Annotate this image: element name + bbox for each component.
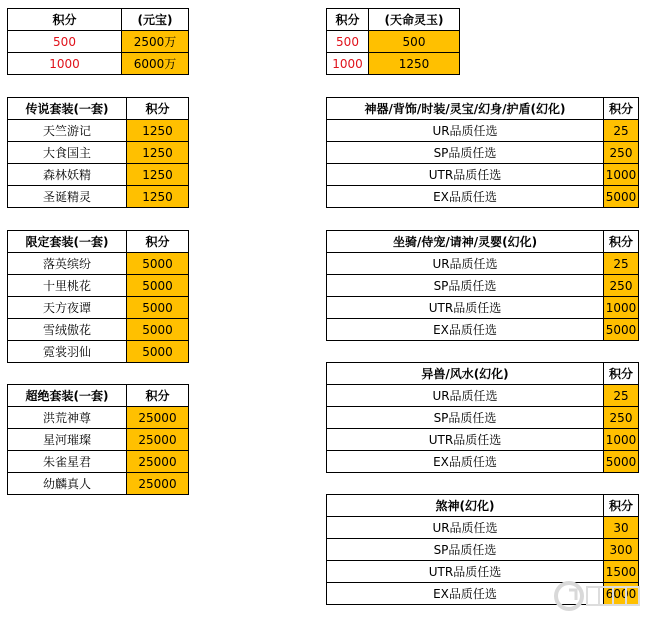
quality-cell: SP品质任选	[327, 407, 604, 429]
header-category: 神器/背饰/时装/灵宝/幻身/护盾(幻化)	[327, 98, 604, 120]
outfit-name-cell: 幼麟真人	[8, 473, 127, 495]
points-cell: 1000	[8, 53, 122, 75]
outfit-name-cell: 朱雀星君	[8, 451, 127, 473]
table-row	[327, 429, 639, 451]
watermark-g-icon	[553, 578, 645, 614]
table-row	[8, 473, 189, 495]
header-category: 坐骑/侍宠/请神/灵婴(幻化)	[327, 231, 604, 253]
value-cell: 2500万	[122, 31, 189, 53]
quality-cell: UR品质任选	[327, 385, 604, 407]
header-category: 异兽/风水(幻化)	[327, 363, 604, 385]
header-outfit: 限定套装(一套)	[8, 231, 127, 253]
points-cell: 5000	[127, 319, 189, 341]
outfit-name-cell: 大食国主	[8, 142, 127, 164]
table-header-row	[327, 363, 639, 385]
points-cell: 1250	[127, 186, 189, 208]
points-cell: 1000	[327, 53, 369, 75]
outfit-name-cell: 雪绒傲花	[8, 319, 127, 341]
table-row	[327, 451, 639, 473]
points-cell: 25	[604, 253, 639, 275]
header-points: 积分	[327, 9, 369, 31]
outfit-name-cell: 霓裳羽仙	[8, 341, 127, 363]
header-points: 积分	[8, 9, 122, 31]
outfit-name-cell: 天方夜谭	[8, 297, 127, 319]
points-cell: 1500	[604, 561, 639, 583]
table-header-row	[8, 231, 189, 253]
points-cell: 500	[8, 31, 122, 53]
table-header-row	[327, 9, 460, 31]
header-points: 积分	[604, 98, 639, 120]
points-cell: 1000	[604, 164, 639, 186]
points-cell: 25000	[127, 407, 189, 429]
header-outfit: 传说套装(一套)	[8, 98, 127, 120]
value-cell: 1250	[369, 53, 460, 75]
points-cell: 5000	[127, 297, 189, 319]
points-cell: 6000	[604, 583, 639, 605]
points-cell: 5000	[604, 186, 639, 208]
points-cell: 1250	[127, 164, 189, 186]
supreme-outfit-table	[7, 384, 189, 495]
table-row	[327, 53, 460, 75]
points-cell: 25000	[127, 429, 189, 451]
table-row	[327, 31, 460, 53]
quality-cell: EX品质任选	[327, 186, 604, 208]
table-row	[327, 517, 639, 539]
points-cell: 25000	[127, 473, 189, 495]
quality-cell: UTR品质任选	[327, 429, 604, 451]
quality-cell: UR品质任选	[327, 253, 604, 275]
header-category: 煞神(幻化)	[327, 495, 604, 517]
points-cell: 1000	[604, 297, 639, 319]
quality-cell: EX品质任选	[327, 451, 604, 473]
outfit-name-cell: 森林妖精	[8, 164, 127, 186]
outfit-name-cell: 十里桃花	[8, 275, 127, 297]
quality-cell: EX品质任选	[327, 583, 604, 605]
header-yuanbao: (元宝)	[122, 9, 189, 31]
table-row	[327, 275, 639, 297]
table-header-row	[8, 9, 189, 31]
points-cell: 5000	[127, 253, 189, 275]
quality-cell: UR品质任选	[327, 120, 604, 142]
points-cell: 5000	[604, 319, 639, 341]
header-points: 积分	[604, 231, 639, 253]
points-cell: 500	[327, 31, 369, 53]
table-row	[327, 164, 639, 186]
table-header-row	[8, 385, 189, 407]
table-row	[327, 186, 639, 208]
points-cell: 30	[604, 517, 639, 539]
outfit-name-cell: 天竺游记	[8, 120, 127, 142]
mount-illusion-table	[326, 230, 639, 341]
table-row	[8, 186, 189, 208]
points-cell: 250	[604, 275, 639, 297]
table-header-row	[327, 231, 639, 253]
table-row	[327, 297, 639, 319]
points-cell: 5000	[604, 451, 639, 473]
table-row	[8, 451, 189, 473]
points-cell: 5000	[127, 341, 189, 363]
table-row	[327, 407, 639, 429]
table-header-row	[8, 98, 189, 120]
table-header-row	[327, 98, 639, 120]
points-cell: 5000	[127, 275, 189, 297]
value-cell: 500	[369, 31, 460, 53]
lingyu-exchange-table	[326, 8, 460, 75]
quality-cell: SP品质任选	[327, 275, 604, 297]
points-cell: 1250	[127, 120, 189, 142]
table-row	[8, 53, 189, 75]
outfit-name-cell: 星河璀璨	[8, 429, 127, 451]
table-row	[8, 31, 189, 53]
header-outfit: 超绝套装(一套)	[8, 385, 127, 407]
value-cell: 6000万	[122, 53, 189, 75]
table-row	[8, 164, 189, 186]
points-cell: 300	[604, 539, 639, 561]
quality-cell: UR品质任选	[327, 517, 604, 539]
outfit-name-cell: 圣诞精灵	[8, 186, 127, 208]
points-cell: 25000	[127, 451, 189, 473]
table-row	[8, 142, 189, 164]
quality-cell: UTR品质任选	[327, 297, 604, 319]
table-row	[8, 253, 189, 275]
artifact-illusion-table	[326, 97, 639, 208]
header-points: 积分	[604, 363, 639, 385]
table-row	[327, 142, 639, 164]
outfit-name-cell: 落英缤纷	[8, 253, 127, 275]
table-row	[8, 341, 189, 363]
quality-cell: SP品质任选	[327, 142, 604, 164]
header-points: 积分	[127, 231, 189, 253]
table-row	[327, 319, 639, 341]
table-header-row	[327, 495, 639, 517]
yuanbao-exchange-table	[7, 8, 189, 75]
table-row	[327, 385, 639, 407]
site-watermark-logo	[553, 578, 645, 614]
table-row	[327, 253, 639, 275]
legend-outfit-table	[7, 97, 189, 208]
header-points: 积分	[127, 385, 189, 407]
limited-outfit-table	[7, 230, 189, 363]
header-lingyu: (天命灵玉)	[369, 9, 460, 31]
table-row	[8, 429, 189, 451]
table-row	[8, 120, 189, 142]
table-row	[327, 539, 639, 561]
table-row	[8, 275, 189, 297]
points-cell: 250	[604, 142, 639, 164]
table-row	[8, 297, 189, 319]
points-cell: 250	[604, 407, 639, 429]
table-row	[8, 407, 189, 429]
table-row	[8, 319, 189, 341]
outfit-name-cell: 洪荒神尊	[8, 407, 127, 429]
points-cell: 1000	[604, 429, 639, 451]
header-points: 积分	[127, 98, 189, 120]
table-row	[327, 120, 639, 142]
quality-cell: UTR品质任选	[327, 164, 604, 186]
quality-cell: EX品质任选	[327, 319, 604, 341]
points-cell: 1250	[127, 142, 189, 164]
quality-cell: SP品质任选	[327, 539, 604, 561]
quality-cell: UTR品质任选	[327, 561, 604, 583]
beast-illusion-table	[326, 362, 639, 473]
header-points: 积分	[604, 495, 639, 517]
points-cell: 25	[604, 385, 639, 407]
points-cell: 25	[604, 120, 639, 142]
